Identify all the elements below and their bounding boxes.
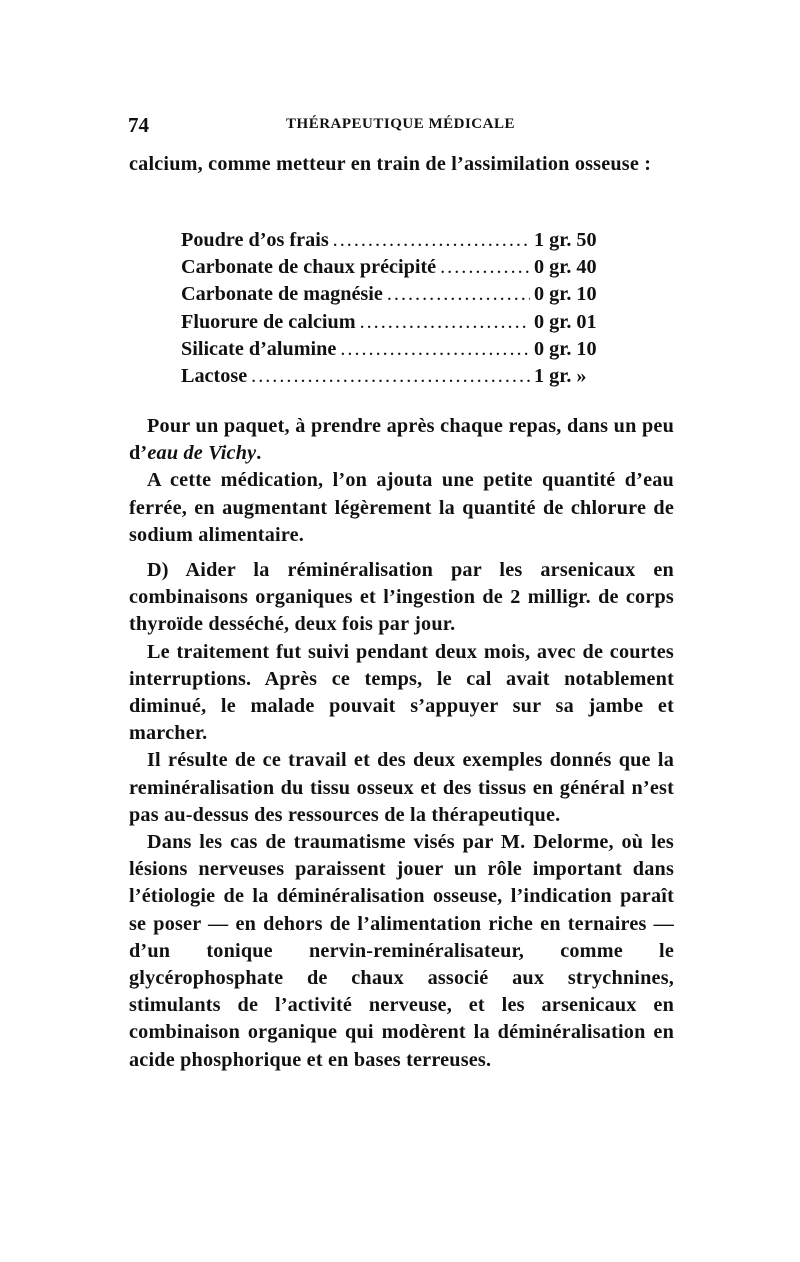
- paragraph-text: .: [256, 442, 262, 465]
- ingredient-name: Fluorure de calcium: [181, 310, 356, 333]
- ingredient-name: Carbonate de chaux précipité: [181, 256, 437, 279]
- intro-paragraph: [129, 151, 674, 178]
- paragraph-text: Pour un paquet, à prendre après chaque repas, dans un peu d’: [129, 415, 674, 465]
- intro-text: calcium, comme metteur en train de l’assimilation osseuse :: [129, 153, 652, 175]
- formula-row: [181, 254, 626, 281]
- ingredient-quantity: 0 gr. 10: [534, 337, 597, 360]
- running-title: THÉRAPEUTIQUE MÉDICALE: [286, 116, 515, 132]
- paragraph: Dans les cas de traumatisme visés par M. Delorme, où les lésions nerveuses paraissent jouer un rôle important dans l’étiologie de la déminéralisation osseuse, l’indication paraît se poser — en dehors de l’alimentation riche en ternaires — d’un tonique nervin-reminéralisateur, comme le glycérophosphate de chaux associé aux strychnines, stimulants de l’activité nerveuse, et les arsenicaux en combinaison organique qui modèrent la déminéralisation en acide phosphorique et en bases terreuses.: [129, 831, 674, 1071]
- leader-dots: [340, 336, 530, 363]
- paragraph-instructions: [129, 413, 674, 467]
- paragraph: Il résulte de ce travail et des deux exemples donnés que la reminéralisation du tissu osseux et des tissus en général n’est pas au-dessus des ressources de la thérapeutique.: [129, 749, 674, 826]
- italic-text: eau de Vichy: [147, 442, 257, 465]
- body-text: [129, 413, 674, 1074]
- formula-row: [181, 363, 626, 390]
- leader-dots: [251, 363, 530, 390]
- ingredient-name: Silicate d’alumine: [181, 337, 337, 360]
- page-number: 74: [128, 113, 149, 137]
- paragraph: D) Aider la réminéralisation par les arsenicaux en combinaisons organiques et l’ingestion de 2 milligr. de corps thyroïde desséché, deux fois par jour.: [129, 559, 674, 636]
- ingredient-quantity: 0 gr. 10: [534, 283, 597, 306]
- formula-row: [181, 309, 626, 336]
- formula-row: [181, 336, 626, 363]
- paragraph: A cette médication, l’on ajouta une petite quantité d’eau ferrée, en augmentant légèrement la quantité de chlorure de sodium alimentaire.: [129, 469, 674, 546]
- leader-dots: [333, 227, 530, 254]
- ingredient-name: Carbonate de magnésie: [181, 283, 383, 306]
- prescription-formula: [181, 227, 626, 390]
- formula-row: [181, 227, 626, 254]
- page-header: [128, 113, 673, 137]
- ingredient-quantity: 0 gr. 40: [534, 256, 597, 279]
- ingredient-name: Lactose: [181, 365, 248, 388]
- leader-dots: [440, 254, 530, 281]
- paragraph: Le traitement fut suivi pendant deux mois, avec de courtes interruptions. Après ce temps, le cal avait notablement diminué, le malade pouvait s’appuyer sur sa jambe et marcher.: [129, 640, 674, 745]
- leader-dots: [360, 309, 530, 336]
- ingredient-name: Poudre d’os frais: [181, 229, 329, 251]
- formula-row: [181, 281, 626, 308]
- leader-dots: [387, 281, 530, 308]
- ingredient-quantity: 1 gr. »: [534, 365, 587, 388]
- ingredient-quantity: 1 gr. 50: [534, 229, 597, 251]
- ingredient-quantity: 0 gr. 01: [534, 310, 597, 333]
